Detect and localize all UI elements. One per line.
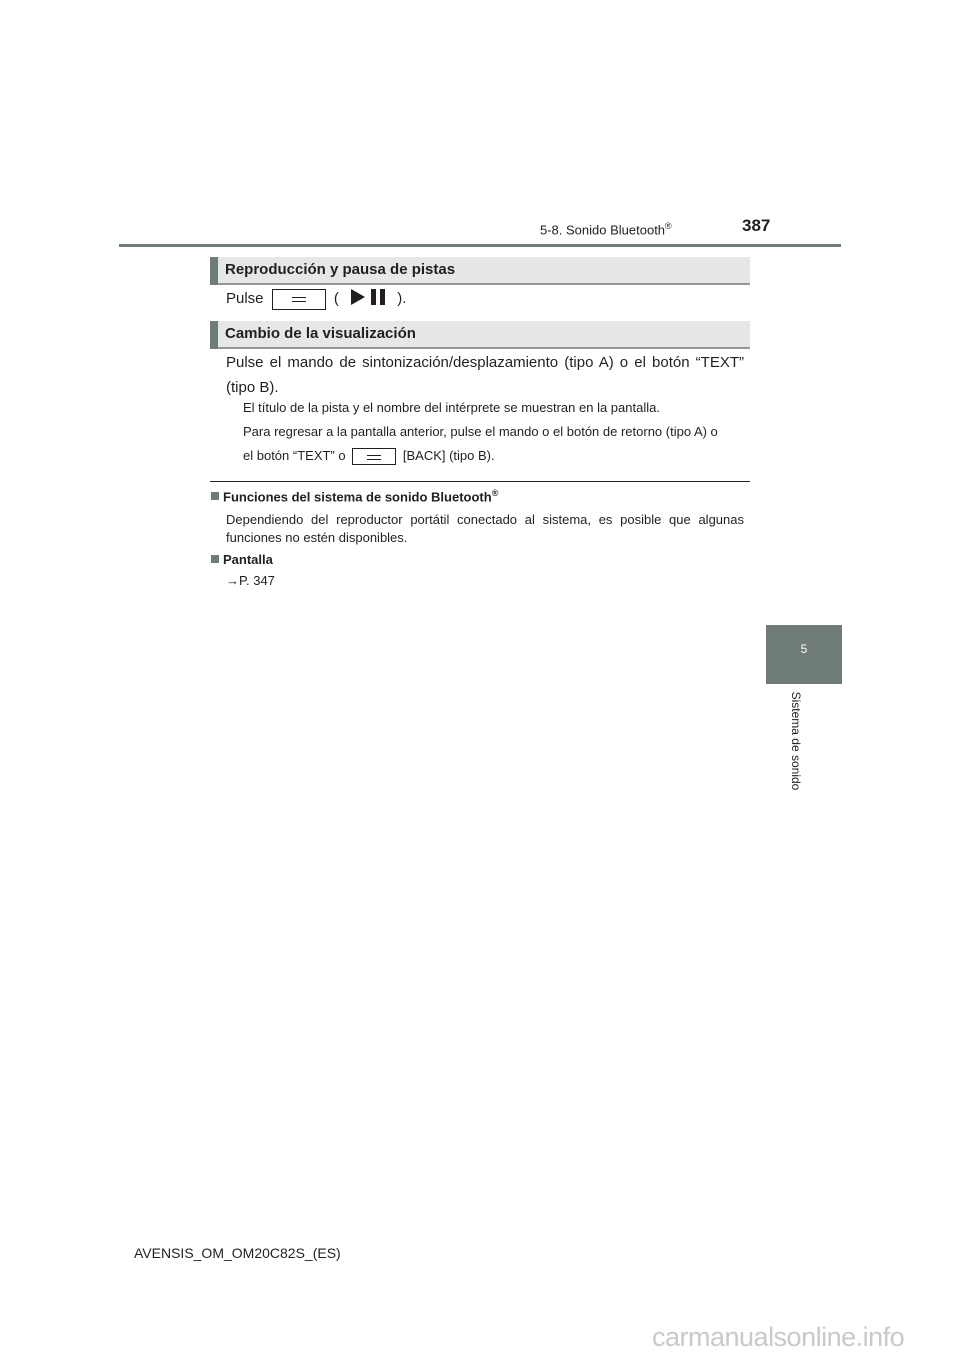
section-title: Cambio de la visualización xyxy=(225,325,416,342)
functions-text: Dependiendo del reproductor portátil conectado al sistema, es posible que algunas funciones no estén disponibles. xyxy=(226,512,744,545)
section-marker xyxy=(210,321,218,349)
header-section-title: 5-8. Sonido Bluetooth® xyxy=(540,221,672,238)
registered-mark: ® xyxy=(665,221,672,231)
back-button-icon xyxy=(352,448,396,465)
play-pause-icon xyxy=(349,288,391,306)
section-title: Reproducción y pausa de pistas xyxy=(225,261,456,278)
divider xyxy=(210,481,750,482)
chapter-label: Sistema de sonido xyxy=(789,691,803,791)
section-marker xyxy=(210,257,218,285)
note-return: Para regresar a la pantalla anterior, pulse el mando o el botón de retorno (tipo A) o xyxy=(243,424,718,439)
note-back: el botón “TEXT” o [BACK] (tipo B). xyxy=(243,448,495,465)
display-change-instruction: Pulse el mando de sintonización/desplazamiento (tipo A) o el botón “TEXT” (tipo B). xyxy=(226,354,744,396)
screen-heading: Pantalla xyxy=(211,552,273,567)
screen-page-reference: →P. 347 xyxy=(226,573,275,588)
functions-heading: Funciones del sistema de sonido Bluetooth® xyxy=(211,488,498,504)
page-number: 387 xyxy=(742,216,771,235)
arrow-icon: → xyxy=(226,573,239,588)
play-pause-instruction: Pulse ( ). xyxy=(226,287,406,311)
square-bullet-icon xyxy=(211,492,219,500)
watermark: carmanualsonline.info xyxy=(652,1322,905,1352)
note-track-info: El título de la pista y el nombre del intérprete se muestran en la pantalla. xyxy=(243,400,660,415)
square-bullet-icon xyxy=(211,555,219,563)
document-code: AVENSIS_OM_OM20C82S_(ES) xyxy=(134,1245,341,1261)
header-rule xyxy=(119,244,841,247)
audio-button-icon xyxy=(272,289,326,310)
section-header-display-change xyxy=(210,321,750,349)
chapter-number: 5 xyxy=(800,642,808,656)
button-lines-icon xyxy=(367,455,381,460)
button-lines-icon xyxy=(292,297,306,302)
section-header-play-pause xyxy=(210,257,750,285)
